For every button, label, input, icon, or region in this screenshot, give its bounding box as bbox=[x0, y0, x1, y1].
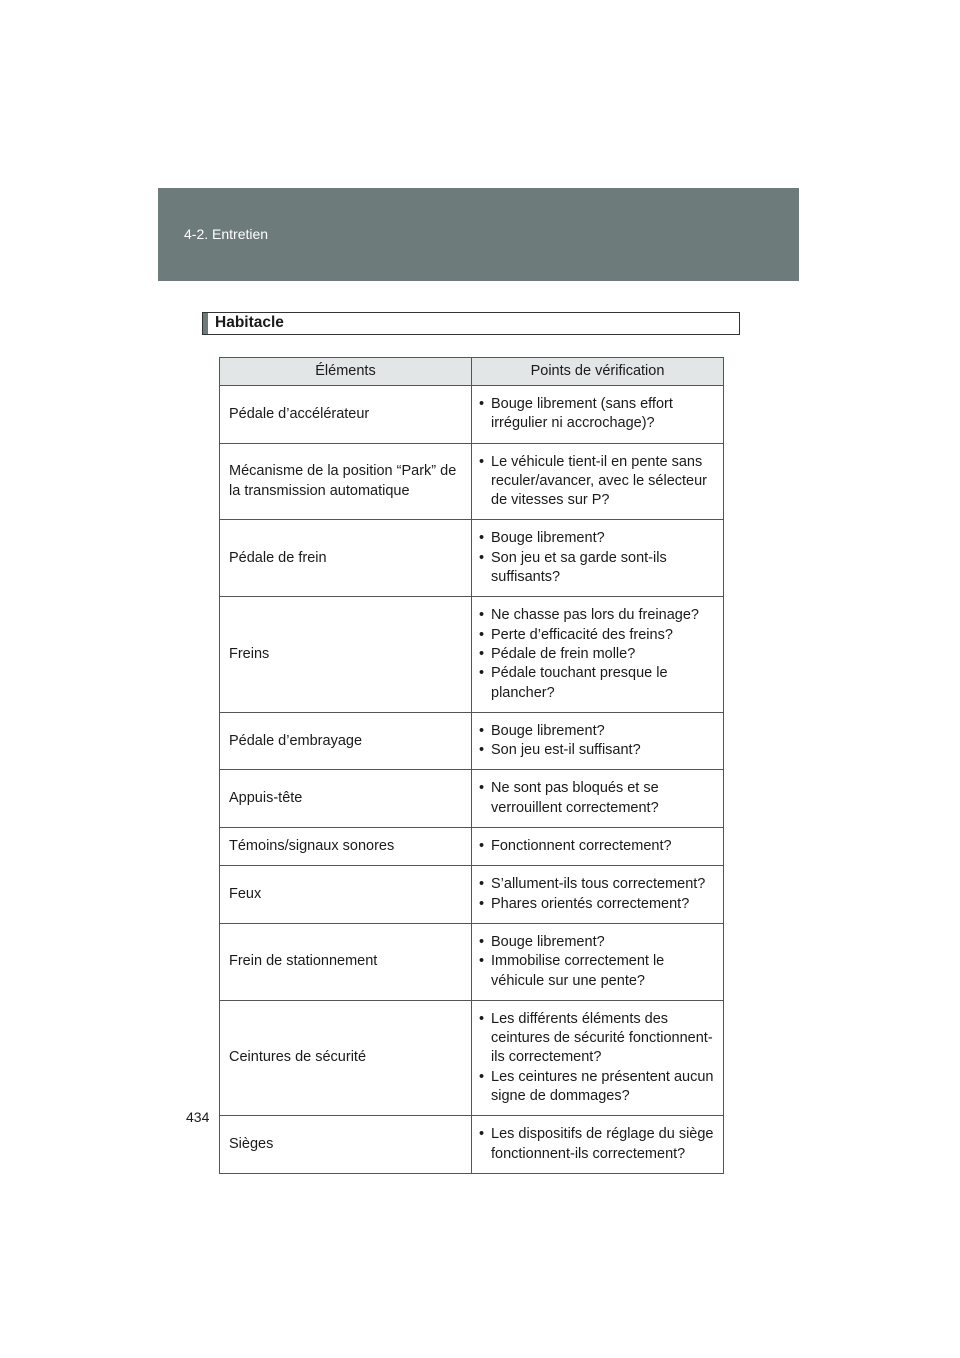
row-checkpoints bbox=[472, 386, 724, 444]
table-row bbox=[220, 1116, 724, 1174]
table-row bbox=[220, 443, 724, 520]
row-item-name: Pédale d’embrayage bbox=[220, 712, 472, 770]
column-header-checkpoints: Points de vérification bbox=[472, 358, 724, 386]
table-row bbox=[220, 1000, 724, 1115]
checkpoint-item: • Les ceintures ne présentent aucun signe de dommages? bbox=[477, 1068, 719, 1107]
chapter-section-label: 4-2. Entretien bbox=[184, 226, 269, 242]
checkpoint-item: • Pédale de frein molle? bbox=[477, 645, 719, 664]
row-item-name: Feux bbox=[220, 866, 472, 924]
row-checkpoints bbox=[472, 866, 724, 924]
table-row bbox=[220, 712, 724, 770]
checkpoint-list bbox=[477, 1125, 719, 1164]
row-item-name: Pédale de frein bbox=[220, 520, 472, 597]
section-accent-marker bbox=[203, 313, 208, 334]
table-row bbox=[220, 923, 724, 1000]
checkpoint-item: • Bouge librement? bbox=[477, 722, 719, 741]
checkpoint-item: • Phares orientés correctement? bbox=[477, 895, 719, 914]
row-item-name: Témoins/signaux sonores bbox=[220, 828, 472, 866]
row-checkpoints bbox=[472, 520, 724, 597]
checkpoint-item: • Les différents éléments des ceintures de sécurité fonctionnent-ils correctement? bbox=[477, 1010, 719, 1068]
table-row bbox=[220, 770, 724, 828]
checkpoint-item: • Son jeu et sa garde sont-ils suffisants? bbox=[477, 549, 719, 588]
checkpoint-item: • Les dispositifs de réglage du siège fonctionnent-ils correctement? bbox=[477, 1125, 719, 1164]
row-checkpoints bbox=[472, 923, 724, 1000]
checkpoint-item: • Immobilise correctement le véhicule sur une pente? bbox=[477, 952, 719, 991]
row-checkpoints bbox=[472, 770, 724, 828]
row-checkpoints bbox=[472, 597, 724, 712]
row-item-name: Frein de stationnement bbox=[220, 923, 472, 1000]
row-item-name: Ceintures de sécurité bbox=[220, 1000, 472, 1115]
checkpoint-item: • Fonctionnent correctement? bbox=[477, 837, 719, 856]
checkpoint-list bbox=[477, 453, 719, 511]
table-header-row bbox=[220, 358, 724, 386]
checkpoint-item: • Le véhicule tient-il en pente sans reculer/avancer, avec le sélecteur de vitesses sur P? bbox=[477, 453, 719, 511]
row-item-name: Pédale d’accélérateur bbox=[220, 386, 472, 444]
row-item-name: Freins bbox=[220, 597, 472, 712]
table-row bbox=[220, 597, 724, 712]
checkpoint-list bbox=[477, 395, 719, 434]
checkpoint-item: • Bouge librement (sans effort irrégulier ni accrochage)? bbox=[477, 395, 719, 434]
checkpoint-list bbox=[477, 1010, 719, 1106]
table-row bbox=[220, 828, 724, 866]
page-number: 434 bbox=[186, 1109, 210, 1125]
checkpoint-item: • Bouge librement? bbox=[477, 529, 719, 548]
checkpoint-item: • Son jeu est-il suffisant? bbox=[477, 741, 719, 760]
section-heading-bar bbox=[202, 312, 740, 335]
column-header-items: Éléments bbox=[220, 358, 472, 386]
row-checkpoints bbox=[472, 443, 724, 520]
checkpoint-item: • Pédale touchant presque le plancher? bbox=[477, 664, 719, 703]
checkpoint-list bbox=[477, 779, 719, 818]
table-row bbox=[220, 866, 724, 924]
checkpoint-list bbox=[477, 606, 719, 702]
checkpoint-item: • Perte d’efficacité des freins? bbox=[477, 626, 719, 645]
row-item-name: Appuis-tête bbox=[220, 770, 472, 828]
checkpoint-list bbox=[477, 529, 719, 587]
table-row bbox=[220, 520, 724, 597]
table-body bbox=[220, 386, 724, 1174]
row-checkpoints bbox=[472, 1000, 724, 1115]
checkpoint-item: • S’allument-ils tous correctement? bbox=[477, 875, 719, 894]
checkpoint-list bbox=[477, 837, 719, 856]
section-title: Habitacle bbox=[215, 314, 284, 331]
row-checkpoints bbox=[472, 828, 724, 866]
checkpoint-item: • Ne chasse pas lors du freinage? bbox=[477, 606, 719, 625]
checkpoint-list bbox=[477, 875, 719, 914]
inspection-table bbox=[219, 357, 724, 1174]
table-row bbox=[220, 386, 724, 444]
checkpoint-list bbox=[477, 722, 719, 761]
checkpoint-item: • Bouge librement? bbox=[477, 933, 719, 952]
row-item-name: Sièges bbox=[220, 1116, 472, 1174]
checkpoint-list bbox=[477, 933, 719, 991]
row-item-name: Mécanisme de la position “Park” de la transmission automatique bbox=[220, 443, 472, 520]
chapter-header bbox=[158, 188, 799, 281]
row-checkpoints bbox=[472, 1116, 724, 1174]
checkpoint-item: • Ne sont pas bloqués et se verrouillent correctement? bbox=[477, 779, 719, 818]
row-checkpoints bbox=[472, 712, 724, 770]
